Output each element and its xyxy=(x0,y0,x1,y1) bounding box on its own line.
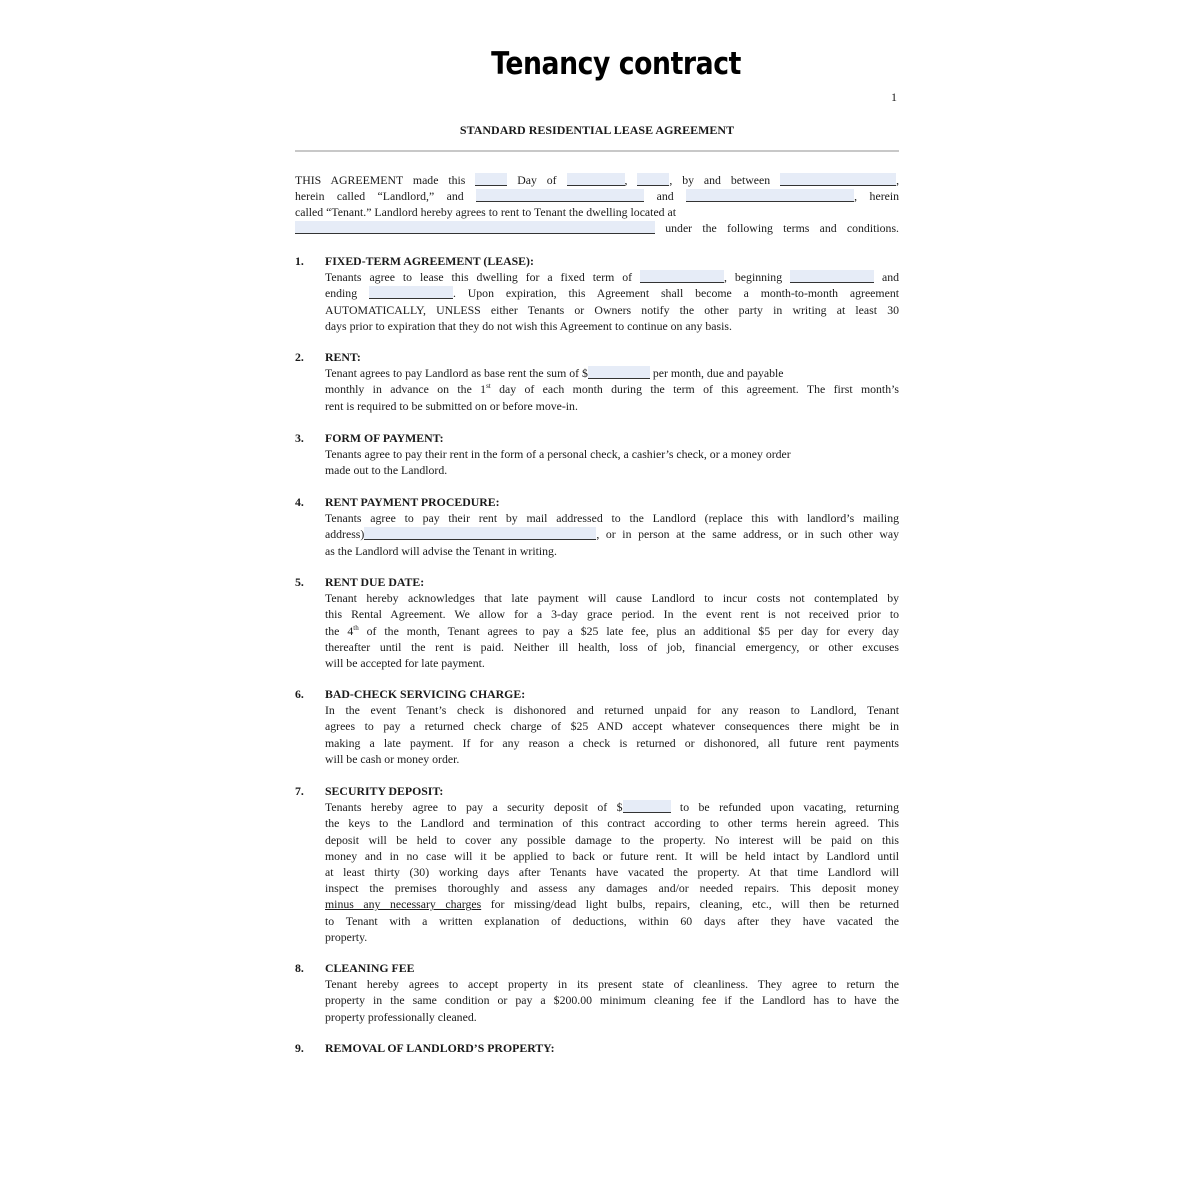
document-heading: STANDARD RESIDENTIAL LEASE AGREEMENT xyxy=(459,123,735,137)
section-heading xyxy=(295,494,899,510)
tenant-name-field[interactable] xyxy=(476,189,644,202)
body-line: made out to the Landlord. xyxy=(325,463,448,478)
body-text: , or in person at the same address, or in such other way xyxy=(596,527,899,542)
section-body xyxy=(325,799,899,945)
section-title: FIXED-TERM AGREEMENT (LEASE): xyxy=(325,254,534,268)
section-title: SECURITY DEPOSIT: xyxy=(325,784,444,798)
section-form-of-payment xyxy=(295,430,899,479)
body-line: at least thirty (30) working days after Tenants have vacated the property. At that time Landlord will xyxy=(325,865,899,880)
section-number: 7. xyxy=(295,784,304,798)
body-line xyxy=(325,623,899,639)
body-line: agrees to pay a returned check charge of $25 AND accept whatever consequences there might be in xyxy=(325,719,899,734)
deposit-amount-field[interactable] xyxy=(623,800,671,813)
banner-title: Tenancy contract xyxy=(491,46,741,82)
body-line xyxy=(325,365,899,381)
section-number: 9. xyxy=(295,1041,304,1055)
body-line xyxy=(325,285,899,301)
section-number: 8. xyxy=(295,961,304,975)
body-text: and xyxy=(881,270,899,285)
preamble-text: , xyxy=(624,173,628,187)
month-field[interactable] xyxy=(567,173,625,186)
body-line: Tenant hereby agrees to accept property in its present state of cleanliness. They agree to return the xyxy=(325,977,899,992)
body-line xyxy=(325,896,899,912)
body-line: property in the same condition or pay a $200.00 minimum cleaning fee if the Landlord has to have the xyxy=(325,993,899,1008)
preamble-text: , by and between xyxy=(669,173,771,187)
tenant-name-field-2[interactable] xyxy=(686,189,854,202)
body-text: ending xyxy=(325,286,358,301)
body-line: AUTOMATICALLY, UNLESS either Tenants or Owners notify the other party in writing at least 30 xyxy=(325,302,899,317)
dwelling-address-field[interactable] xyxy=(295,221,655,234)
body-line: this Rental Agreement. We allow for a 3-day grace period. In the event rent is not received prior to xyxy=(325,607,899,622)
ordinal-suffix: st xyxy=(486,382,491,391)
preamble-line xyxy=(295,188,899,204)
section-removal-of-property xyxy=(295,1040,899,1056)
body-line: will be cash or money order. xyxy=(325,751,460,766)
preamble-line xyxy=(295,172,899,188)
section-heading xyxy=(295,253,899,269)
section-heading xyxy=(295,1040,899,1056)
section-body xyxy=(325,702,899,767)
body-text: of the month, Tenant agrees to pay a $25 late fee, plus an additional $5 per day for every day xyxy=(358,623,899,638)
body-text: monthly in advance on the 1 xyxy=(325,382,487,397)
section-body xyxy=(325,510,899,559)
preamble-line xyxy=(295,220,899,236)
rent-amount-field[interactable] xyxy=(588,366,650,379)
preamble-line xyxy=(295,204,899,220)
section-rent-payment-procedure xyxy=(295,494,899,559)
body-line: Tenant hereby acknowledges that late payment will cause Landlord to incur costs not contemplated by xyxy=(325,591,899,606)
section-heading xyxy=(295,783,899,799)
body-text: , beginning xyxy=(724,270,783,285)
body-text: the 4 xyxy=(325,623,354,638)
lease-end-field[interactable] xyxy=(369,286,453,299)
section-title: RENT PAYMENT PROCEDURE: xyxy=(325,495,500,509)
page-number: 1 xyxy=(891,90,897,104)
body-line: days prior to expiration that they do not wish this Agreement to continue on any basis. xyxy=(325,318,732,333)
body-line xyxy=(325,526,899,542)
section-title: RENT DUE DATE: xyxy=(325,575,425,589)
heading-divider xyxy=(295,150,899,152)
section-heading xyxy=(295,574,899,590)
section-fixed-term xyxy=(295,253,899,334)
body-line: money and in no case will it be applied to back or future rent. It will be held intact by Landlord until xyxy=(325,848,899,863)
section-heading xyxy=(295,686,899,702)
preamble-text: under the following terms and conditions. xyxy=(665,221,899,235)
preamble-text: THIS AGREEMENT made this xyxy=(295,173,466,187)
section-number: 6. xyxy=(295,687,304,701)
body-line: will be accepted for late payment. xyxy=(325,656,485,671)
section-title: FORM OF PAYMENT: xyxy=(325,431,444,445)
section-number: 5. xyxy=(295,575,304,589)
lease-start-field[interactable] xyxy=(790,270,874,283)
section-number: 4. xyxy=(295,495,304,509)
landlord-address-field[interactable] xyxy=(364,527,596,540)
year-field[interactable] xyxy=(637,173,669,186)
section-body xyxy=(325,446,899,478)
section-number: 1. xyxy=(295,254,304,268)
section-number: 2. xyxy=(295,350,304,364)
preamble-text: called “Tenant.” Landlord hereby agrees to rent to Tenant the dwelling located at xyxy=(295,205,677,219)
section-title: RENT: xyxy=(325,350,361,364)
body-line: property professionally cleaned. xyxy=(325,1009,477,1024)
section-body xyxy=(325,365,899,414)
section-bad-check xyxy=(295,686,899,767)
section-heading xyxy=(295,349,899,365)
section-title: REMOVAL OF LANDLORD’S PROPERTY: xyxy=(325,1041,555,1055)
landlord-name-field[interactable] xyxy=(780,173,896,186)
body-line: the keys to the Landlord and termination of this contract according to other terms herein agreed. This xyxy=(325,816,899,831)
body-text: to be refunded upon vacating, returning xyxy=(679,800,899,815)
preamble xyxy=(295,172,899,236)
underlined-text: minus any necessary charges xyxy=(325,897,482,912)
preamble-text: herein called “Landlord,” and xyxy=(295,189,464,203)
body-line xyxy=(325,381,899,397)
section-number: 3. xyxy=(295,431,304,445)
body-text: per month, due and payable xyxy=(652,366,784,381)
section-heading xyxy=(295,430,899,446)
section-rent-due-date xyxy=(295,574,899,671)
body-text: for missing/dead light bulbs, repairs, cleaning, etc., will then be returned xyxy=(481,897,899,912)
body-line: making a late payment. If for any reason a check is returned or dishonored, all future rent payments xyxy=(325,735,899,750)
body-line: Tenants agree to pay their rent by mail addressed to the Landlord (replace this with landlord’s mailing xyxy=(325,511,899,526)
body-text: address) xyxy=(325,527,365,542)
section-body xyxy=(325,269,899,334)
body-line: thereafter until the rent is paid. Neither ill health, loss of job, financial emergency, or other excuses xyxy=(325,639,899,654)
body-text: Tenant agrees to pay Landlord as base rent the sum of $ xyxy=(325,366,588,381)
body-text: . Upon expiration, this Agreement shall become a month-to-month agreement xyxy=(452,286,899,301)
section-cleaning-fee xyxy=(295,960,899,1025)
body-text: Tenants hereby agree to pay a security deposit of $ xyxy=(325,800,623,815)
body-line: Tenants agree to pay their rent in the form of a personal check, a cashier’s check, or a money order xyxy=(325,447,791,462)
section-heading xyxy=(295,960,899,976)
section-security-deposit xyxy=(295,783,899,945)
body-line xyxy=(325,269,899,285)
body-line: inspect the premises thoroughly and assess any damages and/or needed repairs. This deposit money xyxy=(325,881,899,896)
preamble-text: , xyxy=(896,173,899,187)
preamble-text: , herein xyxy=(854,189,899,203)
section-body xyxy=(325,590,899,671)
body-line: deposit will be held to cover any possible damage to the property. No interest will be paid on this xyxy=(325,832,899,847)
body-text: day of each month during the term of this agreement. The first month’s xyxy=(490,382,899,397)
body-line: In the event Tenant’s check is dishonored and returned unpaid for any reason to Landlord, Tenant xyxy=(325,703,899,718)
body-text: Tenants agree to lease this dwelling for a fixed term of xyxy=(325,270,633,285)
ordinal-suffix: th xyxy=(353,623,359,632)
preamble-text: Day of xyxy=(517,173,557,187)
body-line: property. xyxy=(325,929,368,944)
lease-term-field[interactable] xyxy=(640,270,724,283)
preamble-text: and xyxy=(656,189,674,203)
section-rent xyxy=(295,349,899,414)
section-title: CLEANING FEE xyxy=(325,961,415,975)
body-line xyxy=(325,799,899,815)
body-line: rent is required to be submitted on or before move-in. xyxy=(325,398,578,413)
section-body xyxy=(325,976,899,1025)
section-title: BAD-CHECK SERVICING CHARGE: xyxy=(325,687,526,701)
day-field[interactable] xyxy=(475,173,507,186)
body-line: as the Landlord will advise the Tenant in writing. xyxy=(325,543,557,558)
body-line: to Tenant with a written explanation of deductions, within 60 days after they have vacated the xyxy=(325,913,899,928)
